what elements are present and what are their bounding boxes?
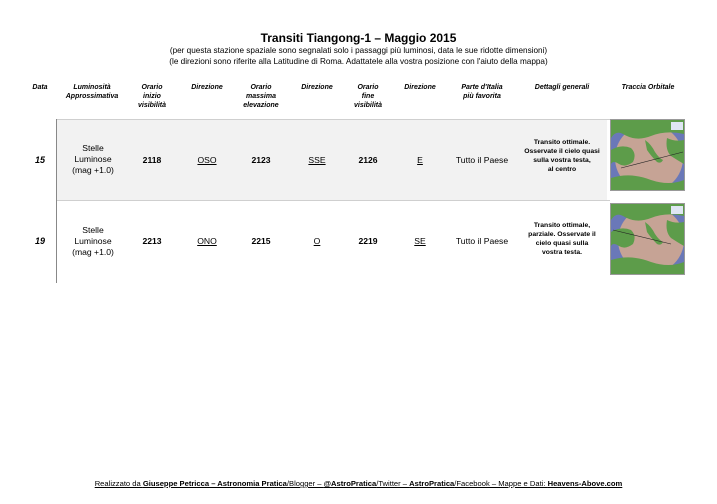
row-region: Tutto il Paese <box>455 155 509 165</box>
row-start-time: 2118 <box>142 155 162 165</box>
row-start-direction: ONO <box>197 236 217 246</box>
row-start-time: 2213 <box>142 236 162 246</box>
row-details: Transito ottimale. Osservate il cielo quasi sulla vostra testa, al centro <box>524 139 600 173</box>
header-traccia: Traccia Orbitale <box>621 84 675 91</box>
header-direzione-3: Direzione <box>404 84 436 91</box>
row-luminosity: Stelle Luminose (mag +1.0) <box>72 225 114 257</box>
row-end-time: 2126 <box>358 155 378 165</box>
row-divider-middle <box>57 200 610 201</box>
row-date: 19 <box>34 236 45 246</box>
footer-twitter: @AstroPratica <box>323 479 377 488</box>
header-dettagli: Dettagli generali <box>534 84 590 91</box>
footer-twitter-suffix: /Twitter – <box>376 479 410 488</box>
row-divider-top <box>57 119 610 120</box>
orbital-track-map-graphic <box>611 120 684 190</box>
row-date: 15 <box>34 155 45 165</box>
page-title: Transiti Tiangong-1 – Maggio 2015 <box>260 31 457 45</box>
footer-facebook-suffix: /Facebook – Mappe e Dati: <box>454 479 548 488</box>
row-end-time: 2219 <box>358 236 378 246</box>
page-subtitle-1: (per questa stazione spaziale sono segnalati solo i passaggi più luminosi, data le sue ridotte dimensioni) <box>169 46 548 55</box>
header-luminosita: Luminosità Approssimativa <box>65 84 119 100</box>
header-direzione-1: Direzione <box>191 84 223 91</box>
orbital-track-map <box>610 203 685 275</box>
row-max-time: 2215 <box>251 236 271 246</box>
row-max-direction: SSE <box>308 155 326 165</box>
footer-author: Giuseppe Petricca – Astronomia Pratica <box>142 479 287 488</box>
header-parte-italia: Parte d'Italia più favorita <box>461 84 503 100</box>
header-data: Data <box>32 84 48 91</box>
row-max-direction: O <box>313 236 321 246</box>
row-details: Transito ottimale, parziale. Osservate il cielo quasi sulla vostra testa. <box>528 222 596 256</box>
row-max-time: 2123 <box>251 155 271 165</box>
footer-source-link[interactable]: Heavens-Above.com <box>547 479 623 488</box>
orbital-track-map <box>610 119 685 191</box>
row-start-direction: OSO <box>197 155 217 165</box>
row-region: Tutto il Paese <box>455 236 509 246</box>
orbital-track-map-graphic <box>611 204 684 274</box>
footer-facebook: AstroPratica <box>409 479 455 488</box>
page-footer <box>0 479 717 488</box>
page-subtitle-2: (le direzioni sono riferite alla Latitudine di Roma. Adattatele alla vostra posizione con l'aiuto della mappa) <box>169 57 548 66</box>
header-direzione-2: Direzione <box>301 84 333 91</box>
header-orario-inizio: Orario inizio visibilità <box>137 84 166 109</box>
footer-prefix: Realizzato da <box>94 479 143 488</box>
header-orario-massima: Orario massima elevazione <box>243 84 279 109</box>
row-luminosity: Stelle Luminose (mag +1.0) <box>72 143 114 175</box>
footer-blogger: /Blogger – <box>286 479 324 488</box>
header-orario-fine: Orario fine visibilità <box>353 84 382 109</box>
row-end-direction: SE <box>414 236 426 246</box>
row-end-direction: E <box>417 155 423 165</box>
